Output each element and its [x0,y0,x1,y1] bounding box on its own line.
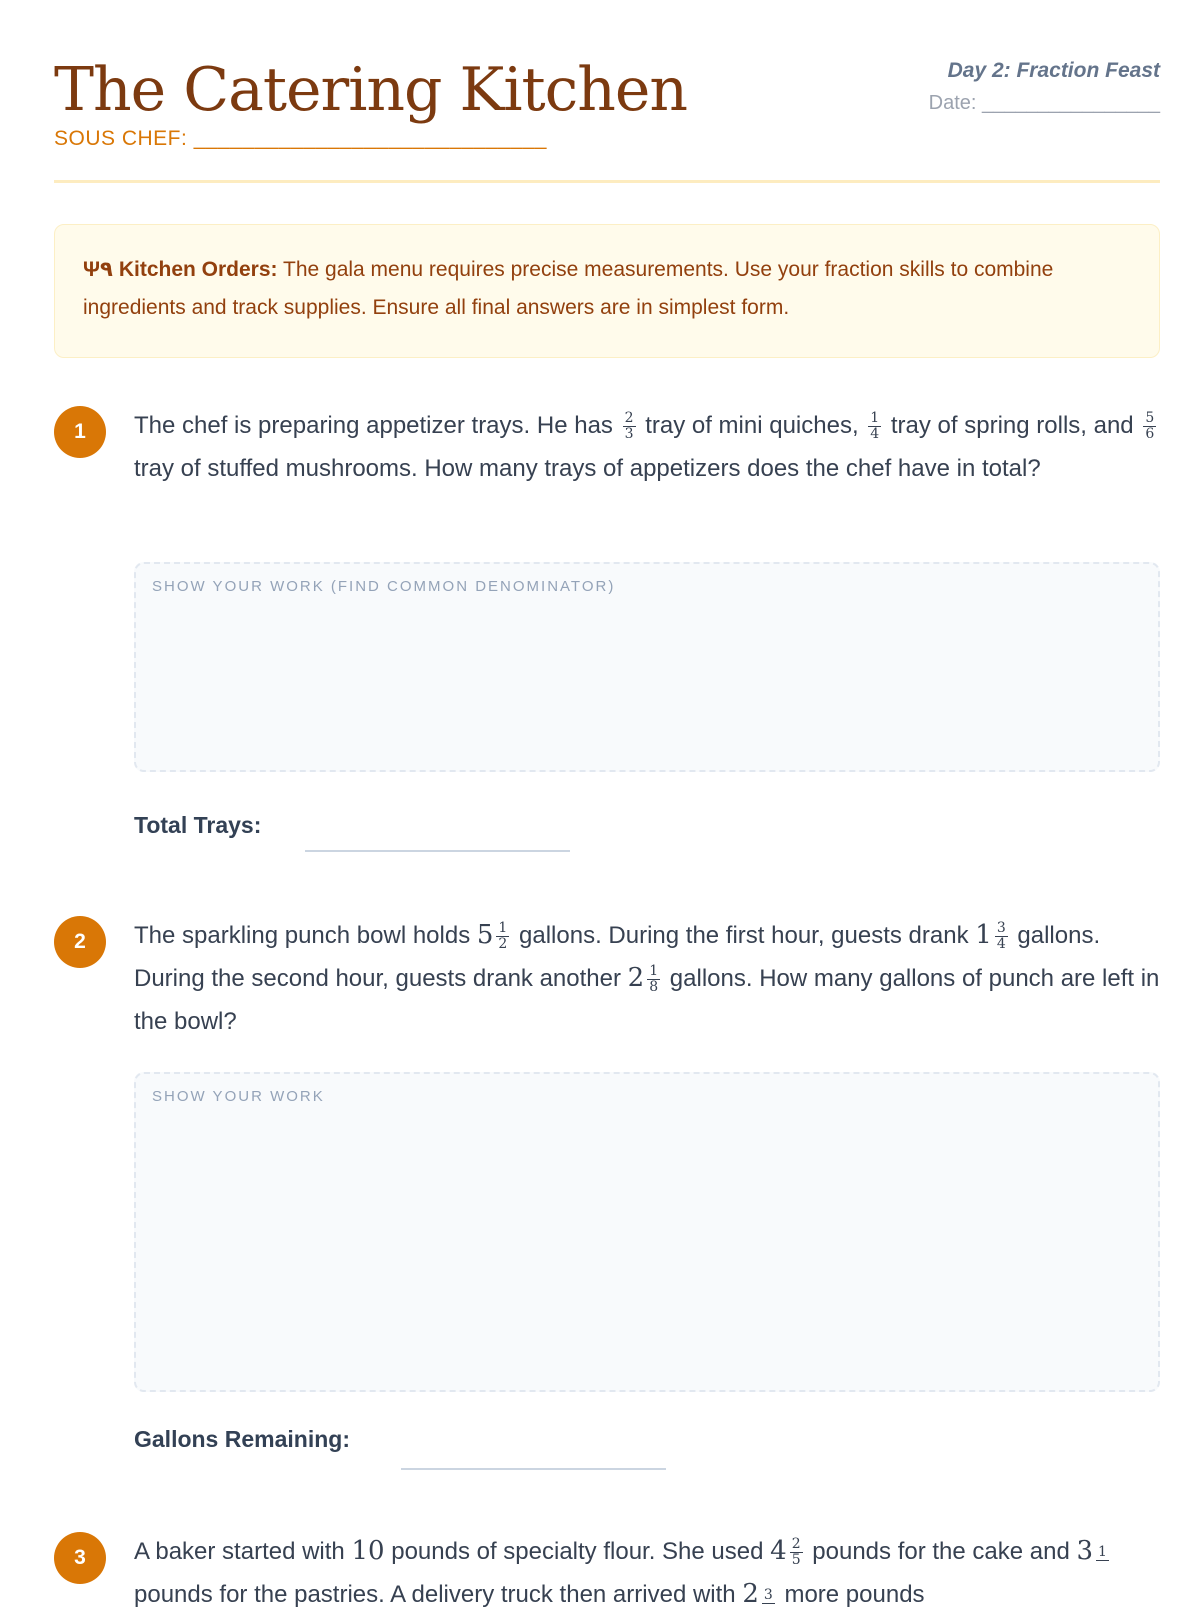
answer-label: Total Trays: [134,812,262,838]
fraction-numerator: 1 [649,963,659,980]
header-divider [54,180,1160,183]
mixed-number-whole: 2 [742,1579,759,1609]
fork-knife-icon: Ψ٩ [83,258,113,281]
work-area-label: SHOW YOUR WORK [152,1088,325,1105]
sous-chef-blank[interactable]: _____________________________ [193,127,547,150]
fraction-denominator: 4 [870,426,880,443]
fraction [496,921,509,952]
fraction-numerator: 1 [498,920,508,937]
answer-line[interactable] [401,1468,666,1470]
fraction-numerator: 1 [1098,1543,1107,1560]
problem-text-part: A baker started with [134,1538,345,1565]
fraction [647,964,660,995]
mixed-number-whole: 4 [770,1536,787,1566]
kitchen-orders-text: The gala menu requires precise measurements. Use your fraction skills to combine ingredients and track supplies. Ensure all final answers are in simplest form. [83,258,1054,319]
fraction-denominator: 3 [624,426,634,443]
mixed-number-whole: 2 [627,963,645,993]
fraction-numerator: 5 [1145,410,1155,427]
problem-text-part: tray of mini quiches, [645,412,859,439]
fraction-denominator: 4 [996,936,1006,953]
problem-text [134,914,1160,1043]
answer-label: Gallons Remaining: [134,1426,350,1452]
sous-chef-line [54,124,547,154]
answer-line[interactable] [305,850,570,852]
problem-text [134,404,1160,490]
fraction [1143,411,1156,442]
problem-text [134,1530,1160,1616]
mixed-number-whole: 5 [476,920,494,950]
work-area[interactable] [134,1072,1160,1392]
fraction [868,411,881,442]
kitchen-orders-label: Kitchen Orders: [118,258,278,281]
mixed-number-whole: 1 [975,920,992,950]
fraction-denominator: 6 [1145,426,1155,443]
problem-text-part: pounds of specialty flour. She used [391,1538,764,1565]
date-label: Date: [928,92,977,114]
fraction [790,1537,803,1568]
problem-text-part: tray of stuffed mushrooms. How many trays of appetizers does the chef have in total? [134,455,1041,482]
date-line [929,88,1160,118]
fraction [762,1588,775,1604]
fraction [623,411,636,442]
fraction-numerator: 3 [763,1586,773,1603]
fraction-numerator: 2 [791,1536,801,1553]
problem-text-part: gallons. During the first hour, guests drank [519,922,969,949]
day-label: Day 2: Fraction Feast [947,59,1160,82]
work-area[interactable] [134,562,1160,772]
mixed-number-whole: 3 [1076,1536,1094,1566]
fraction-numerator: 1 [870,410,880,427]
whole-number: 10 [351,1536,385,1566]
problem-number-badge: 2 [54,916,106,968]
sous-chef-label: SOUS CHEF: [54,127,188,150]
work-area-label: SHOW YOUR WORK (FIND COMMON DENOMINATOR) [152,578,616,595]
worksheet-header [54,52,1160,182]
problem-text-part: gallons. How many gallons of punch are left in the bowl? [134,965,1160,1035]
fraction [1096,1545,1109,1561]
problem-text-part: tray of spring rolls, and [890,412,1134,439]
problem-text-part: The chef is preparing appetizer trays. He has [134,412,613,439]
problem-text-part: The sparkling punch bowl holds [134,922,471,949]
page-title: The Catering Kitchen [54,55,688,125]
problem-text-part: gallons. During the second hour, guests drank another [134,922,1101,992]
problem-text-part: more pounds [784,1581,925,1608]
problem-text-part: pounds for the pastries. A delivery truck then arrived with [134,1581,736,1608]
fraction-denominator: 5 [791,1552,801,1569]
fraction [995,921,1008,952]
worksheet-page [54,0,1160,1609]
problem-text-part: pounds for the cake and [812,1538,1070,1565]
fraction-numerator: 2 [624,410,634,427]
fraction-numerator: 3 [996,920,1006,937]
kitchen-orders-callout [54,224,1160,358]
fraction-denominator: 2 [498,936,508,953]
date-blank[interactable]: ________________ [982,92,1160,114]
problem-number-badge: 1 [54,406,106,458]
problem-number-badge: 3 [54,1532,106,1584]
fraction-denominator: 8 [649,979,659,996]
